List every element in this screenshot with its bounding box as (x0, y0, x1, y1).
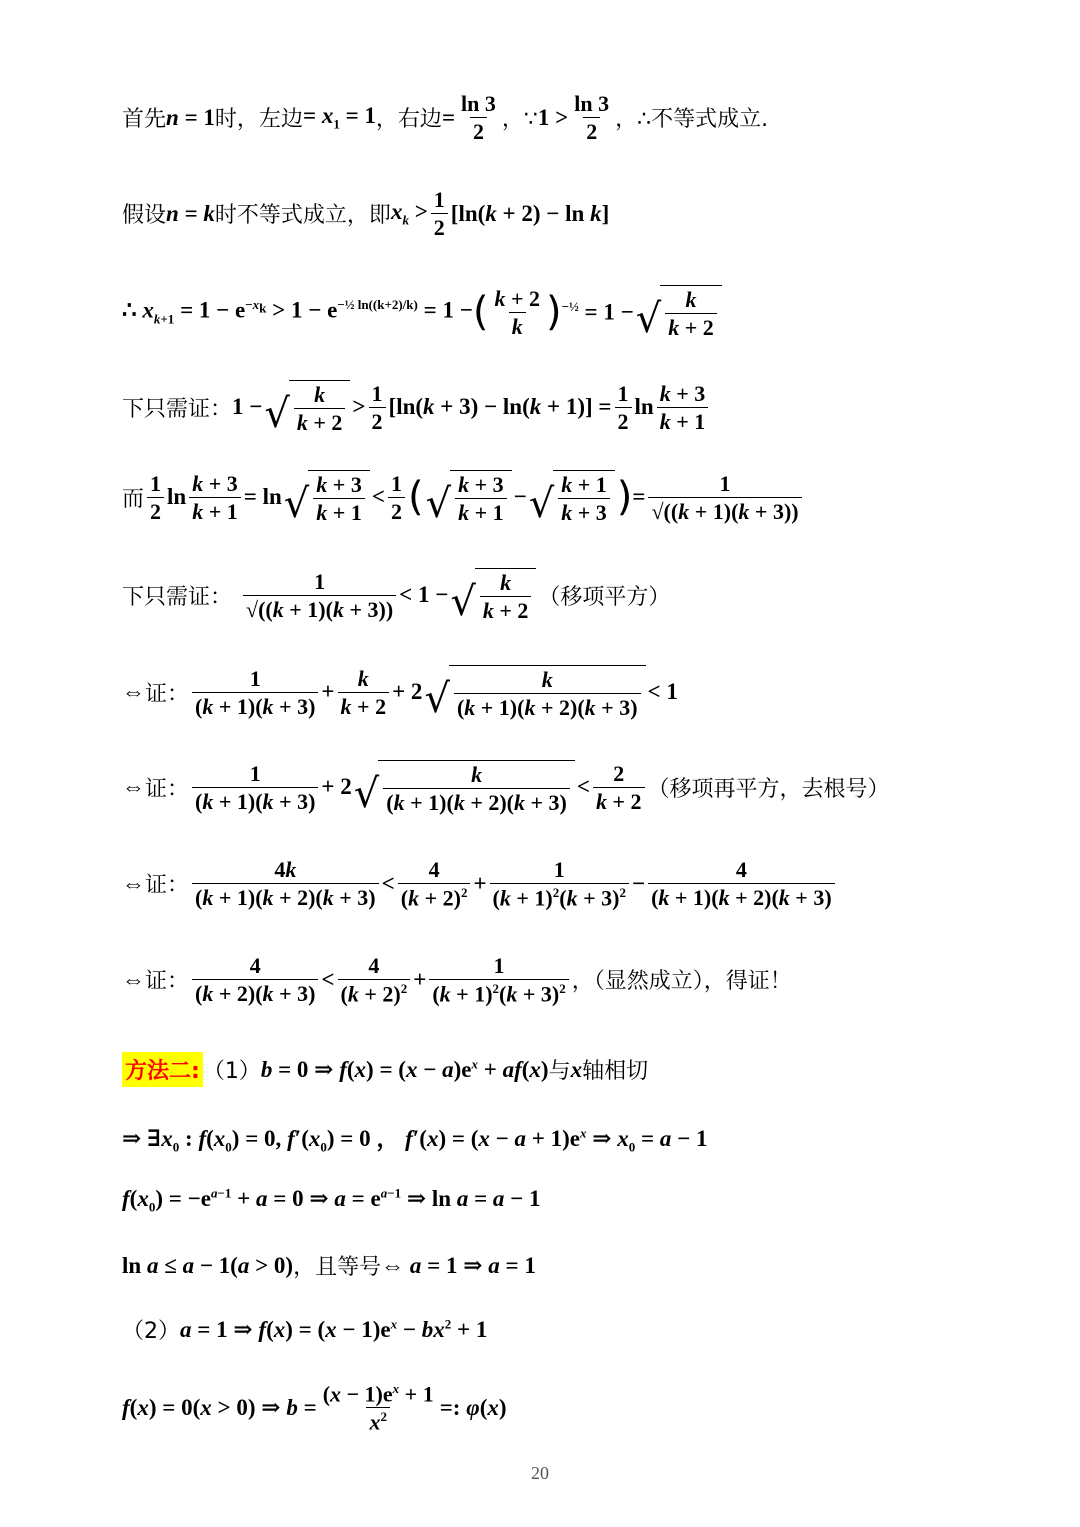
line-equiv-3: ⇔ 证： $\frac{4k}{(k + 1)(k + 2)(k + 3)}$ < $\frac{4}{(k + 2)^2}$ + $\frac{1}{(k + 1)^2(k + 3)^2}$ − $\frac{4}{(k + 1)(k + 2)(k + 3)}$ (122, 858, 838, 910)
line-equiv-2: ⇔ 证： $\frac{1}{(k + 1)(k + 3)}$ + 2 √ $\frac{k}{(k + 1)(k + 2)(k + 3)}$ < $\frac{2}{k + 2}$ （移项再平方，去根号） (122, 760, 890, 818)
method-two-label: 方法二: (122, 1052, 203, 1087)
line-need-prove-2: 下只需证： $\frac{1}{√((k + 1)(k + 3))}$ < 1 − √ $\frac{k}{k + 2}$ （移项平方） (122, 568, 671, 626)
line-exists-x0: ⇒ $\exists x_0$ : $f(x_0) = 0$, $f'(x_0) = 0$ ， $f'(x) = (x - a + 1)e^x$ ⇒ $x_0 = a - 1$ (122, 1125, 708, 1155)
line-and-bound: 而 $\frac{1}{2}$ ln $\frac{k + 3}{k + 1}$ = ln √ $\frac{k + 3}{k + 1}$ < $\frac{1}{2}$ ( √ $\frac{k + 3}{k + 1}$ − √ $\frac{k + 1}{k + 3}$ ) = $\frac{1}{√((k + 1)(k + 3))}$ (122, 470, 805, 524)
line-equiv-4: ⇔ 证： $\frac{4}{(k + 2)(k + 3)}$ < $\frac{4}{(k + 2)^2}$ + $\frac{1}{(k + 1)^2(k + 3)^2}$ ，（显然成立），得证！ (122, 953, 792, 1007)
line-f-x0: $f(x_0) = -e^{a-1} + a = 0$ ⇒ $a = e^{a-1}$ ⇒ ln a = a − 1 (122, 1185, 541, 1215)
line-xk1-bound: ∴ $x_{k+1} = 1 - e^{-x_k} > 1 - e^{-\frac{1}{2} ln((k+2)/k)} = 1$ − ( $\frac{k + 2}{k}$ ) $^{-\frac{1}{2}}$ = 1 − √ $\frac{k}{k + 2}$ (122, 285, 724, 339)
line-induction-hypothesis: 假设 n = k 时不等式成立，即 $x_k$ > $\frac{1}{2}$ [ln(k + 2) − ln k] (122, 187, 610, 241)
line-phi-definition: f(x) = 0(x > 0) ⇒ b = $\frac{(x - 1)e^x + 1}{x^2}$ =: φ(x) (122, 1381, 507, 1435)
line-need-prove-1: 下只需证： 1 − √ $\frac{k}{k + 2}$ > $\frac{1}{2}$ [ln(k + 3) − ln(k + 1)] = $\frac{1}{2}$ ln $\frac{k + 3}{k + 1}$ (122, 380, 711, 434)
line-method-two: 方法二: （1） b = 0 ⇒ $f(x) = (x - a)e^x + af(x)$ 与 x 轴相切 (122, 1052, 648, 1087)
fraction: $\frac{\ln 3}{2}$ (461, 91, 496, 145)
fraction: $\frac{\ln 3}{2}$ (574, 91, 610, 145)
line-equiv-1: ⇔ 证： $\frac{1}{(k + 1)(k + 3)}$ + $\frac{k}{k + 2}$ + 2 √ $\frac{k}{(k + 1)(k + 2)(k + 3)}$ < 1 (122, 665, 678, 723)
page-number: 20 (531, 1463, 549, 1483)
line-base-case: 首先 n = 1 时， 左边 = $x_1 = 1$ ，右边 = $\frac{\ln 3}{2}$ ，∵ 1 > $\frac{\ln 3}{2}$ ，∴不等式成立. (122, 91, 769, 145)
line-part-two: （2） a = 1 ⇒ $f(x) = (x - 1)e^x - bx^2 + 1$ (122, 1316, 488, 1344)
line-ln-a-bound: ln a ≤ a − 1(a > 0) ，且等号 ⇔ a = 1 ⇒ a = 1 (122, 1252, 536, 1280)
